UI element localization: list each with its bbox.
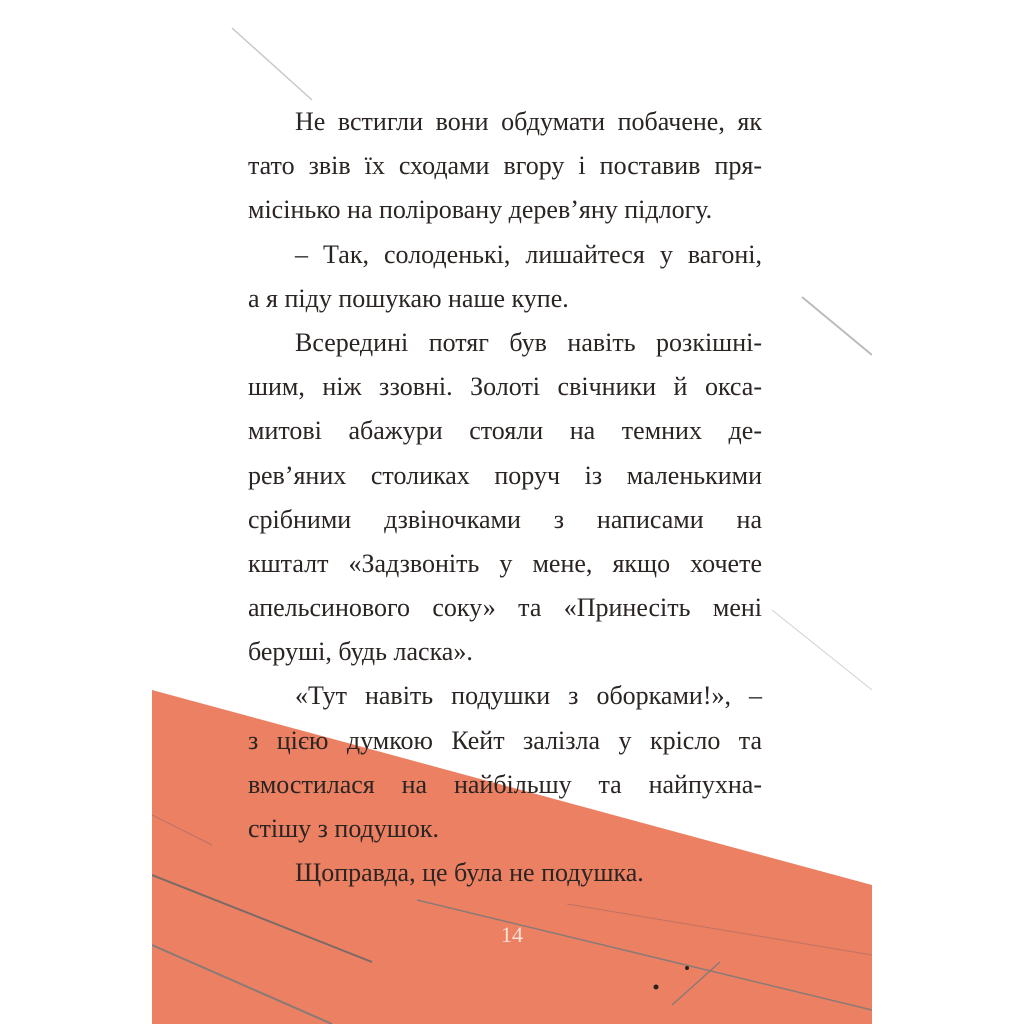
floor-dot — [654, 985, 659, 990]
text-line: а я піду пошукаю наше купе. — [248, 283, 569, 313]
text-line: рев’яних столиках поруч із маленькими — [248, 460, 762, 490]
text-line: шим, ніж ззовні. Золоті свічники й окса- — [248, 372, 762, 402]
text-line: стішу з подушок. — [248, 814, 439, 843]
text-line: з цією думкою Кейт залізла у крісло та — [248, 725, 762, 755]
text-line: митові абажури стояли на темних де- — [248, 416, 762, 446]
sketch-line — [802, 297, 872, 355]
floor-dot — [685, 966, 689, 970]
text-line: Всередині потяг був навіть розкішні- — [295, 327, 762, 357]
sketch-line — [772, 610, 872, 690]
text-line: вмостилася на найбільшу та найпухна- — [248, 769, 762, 799]
text-line: «Тут навіть подушки з оборками!», – — [295, 681, 762, 711]
text-line: кшталт «Задзвоніть у мене, якщо хочете — [248, 548, 762, 578]
text-line: Не встигли вони обдумати побачене, як — [295, 107, 762, 136]
sketch-line — [232, 28, 312, 100]
body-text — [248, 100, 762, 895]
page-number: 14 — [501, 922, 523, 947]
text-line: – Так, солоденькі, лишайтеся у вагоні, — [295, 239, 762, 269]
text-line: срібними дзвіночками з написами на — [248, 504, 762, 534]
book-page — [152, 0, 872, 1024]
text-line: тато звів їх сходами вгору і поставив пря- — [248, 151, 762, 181]
text-line: місінько на поліровану дерев’яну підлогу. — [248, 195, 713, 225]
text-line: апельсинового соку» та «Принесіть мені — [248, 593, 762, 623]
text-line: Щоправда, це була не подушка. — [295, 858, 644, 888]
text-line: беруші, будь ласка». — [248, 637, 473, 667]
